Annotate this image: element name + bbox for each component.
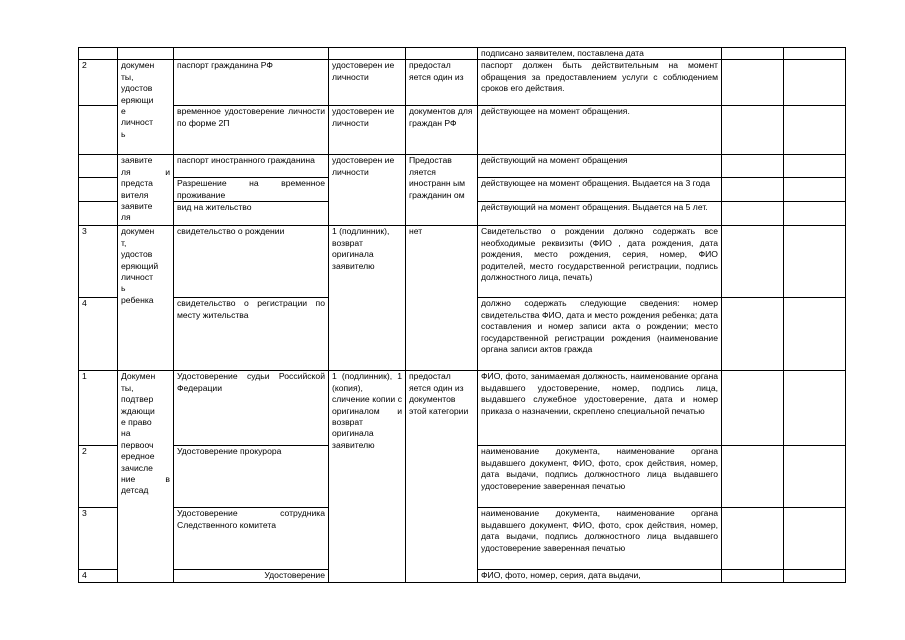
cell-number <box>79 202 118 226</box>
cell-requirements: подписано заявителем, поставлена дата <box>478 48 722 60</box>
category-line: докумен <box>121 226 155 237</box>
cell-empty <box>784 371 846 446</box>
cell-submission-condition: документов для граждан РФ <box>406 106 478 155</box>
cell-document-name: паспорт иностранного гражданина <box>174 155 329 178</box>
cell-number: 4 <box>79 298 118 371</box>
cell-document-name: Удостоверение <box>174 570 329 582</box>
category-line: ь <box>121 128 126 139</box>
cell-category <box>118 60 174 155</box>
cell-document-type: удостоверен ие личности <box>329 106 406 155</box>
cell-number: 2 <box>79 446 118 508</box>
cell-document-name: Удостоверение прокурора <box>174 446 329 508</box>
cell-requirements: паспорт должен быть действительным на момент обращения за предоставлением услуги с соблюдением сроков его действия. <box>478 60 722 106</box>
cell-number <box>79 106 118 155</box>
cell-empty <box>722 570 784 582</box>
cell-category <box>118 371 174 582</box>
cell-empty <box>784 202 846 226</box>
cell-requirements: ФИО, фото, номер, серия, дата выдачи, <box>478 570 722 582</box>
cell-requirements: действующее на момент обращения. Выдается на 3 года <box>478 178 722 202</box>
category-line: ребенка <box>121 294 154 305</box>
category-line: детсад <box>121 485 149 496</box>
cell-empty <box>722 178 784 202</box>
cell-document-type: удостоверен ие личности <box>329 155 406 226</box>
cell-number: 3 <box>79 508 118 570</box>
category-line: подтвер <box>121 394 154 405</box>
category-line: еряющий <box>121 260 159 271</box>
cell-category <box>118 48 174 60</box>
cell-document-type: 1 (подлинник), 1 (копия), сличение копии с оригиналом и возврат оригинала заявителю <box>329 371 406 582</box>
cell-empty <box>722 508 784 570</box>
cell-empty <box>722 202 784 226</box>
requirements-table <box>78 47 846 583</box>
cell-number <box>79 48 118 60</box>
category-line: удостов <box>121 249 153 260</box>
cell-empty <box>784 178 846 202</box>
cell-requirements: действующий на момент обращения. Выдается на 5 лет. <box>478 202 722 226</box>
cell-empty <box>722 48 784 60</box>
cell-submission-condition <box>406 48 478 60</box>
cell-submission-condition: Предостав ляется иностранн ым гражданин ом <box>406 155 478 226</box>
cell-empty <box>784 570 846 582</box>
category-line: еряющи <box>121 94 154 105</box>
cell-empty <box>784 60 846 106</box>
cell-requirements: должно содержать следующие сведения: номер свидетельства ФИО, дата и место рождения ребенка; дата составления и номер записи акта о рождении; место государственной регистрации рождения (наименование органа записи актов гражда <box>478 298 722 371</box>
table-row <box>79 106 846 155</box>
cell-number: 1 <box>79 371 118 446</box>
cell-requirements: наименование документа, наименование органа выдавшего документ, ФИО, фото, срок действия, номер, дата выдачи, подпись должностного лица выдавшего удостоверение заверенная печатью <box>478 508 722 570</box>
category-line: предста <box>121 178 153 189</box>
category-line: на <box>121 428 131 439</box>
cell-empty <box>722 371 784 446</box>
category-line: вителя <box>121 189 149 200</box>
cell-empty <box>784 298 846 371</box>
cell-requirements: действующий на момент обращения <box>478 155 722 178</box>
cell-empty <box>722 60 784 106</box>
cell-empty <box>722 106 784 155</box>
cell-number: 2 <box>79 60 118 106</box>
category-line: ждающи <box>121 405 155 416</box>
cell-submission-condition: предостал яется один из документов этой категории <box>406 371 478 582</box>
cell-empty <box>722 298 784 371</box>
cell-document-name: Удостоверение сотрудника Следственного комитета <box>174 508 329 570</box>
cell-empty <box>722 226 784 298</box>
cell-document-name <box>174 48 329 60</box>
cell-requirements: ФИО, фото, занимаемая должность, наименование органа выдавшего удостоверение, номер, подпись лица, выдавшего служебное удостоверение, дата и номер приказа о назначении, скреплено специальной печатью <box>478 371 722 446</box>
cell-empty <box>784 226 846 298</box>
cell-empty <box>784 508 846 570</box>
category-line: ля <box>121 212 131 223</box>
cell-category <box>118 155 174 226</box>
cell-number <box>79 178 118 202</box>
table-row <box>79 48 846 60</box>
category-line: Докумен <box>121 371 156 382</box>
cell-empty <box>722 155 784 178</box>
cell-empty <box>722 446 784 508</box>
cell-document-name: временное удостоверение личности по форме 2П <box>174 106 329 155</box>
cell-empty <box>784 446 846 508</box>
cell-document-name: свидетельство о регистрации по месту жительства <box>174 298 329 371</box>
cell-document-type <box>329 48 406 60</box>
category-line: е <box>121 106 126 117</box>
cell-empty <box>784 106 846 155</box>
category-line: ты, <box>121 71 134 82</box>
category-line: заявите <box>121 201 153 212</box>
cell-category <box>118 226 174 371</box>
category-line: заявите <box>121 155 153 166</box>
table-row <box>79 371 846 446</box>
cell-number: 4 <box>79 570 118 582</box>
cell-empty <box>784 155 846 178</box>
cell-document-name: паспорт гражданина РФ <box>174 60 329 106</box>
cell-submission-condition: нет <box>406 226 478 371</box>
cell-number: 3 <box>79 226 118 298</box>
category-line: ь <box>121 283 126 294</box>
category-line: личност <box>121 117 154 128</box>
category-line: ля и <box>121 166 170 177</box>
cell-requirements: Свидетельство о рождении должно содержать все необходимые реквизиты (ФИО , дата рождения, дата рождения, место рождения, серия, номер, ФИО родителей, место государственной регистрации, подпись должностного лица, печать) <box>478 226 722 298</box>
category-line: т, <box>121 237 127 248</box>
cell-requirements: наименование документа, наименование органа выдавшего документ, ФИО, фото, срок действия, номер, дата выдачи, подпись должностного лица выдавшего удостоверение заверенная печатью <box>478 446 722 508</box>
table-row <box>79 60 846 106</box>
cell-document-name: вид на жительство <box>174 202 329 226</box>
cell-document-type: удостоверен ие личности <box>329 60 406 106</box>
cell-empty <box>784 48 846 60</box>
table-row <box>79 226 846 298</box>
category-line: удостов <box>121 83 153 94</box>
category-line: ние в <box>121 474 170 485</box>
cell-submission-condition: предостал яется один из <box>406 60 478 106</box>
category-line: ты, <box>121 382 134 393</box>
cell-number <box>79 155 118 178</box>
cell-document-name: Удостоверение судьи Российской Федерации <box>174 371 329 446</box>
category-line: докумен <box>121 60 155 71</box>
table-row <box>79 155 846 178</box>
category-line: первооч <box>121 439 154 450</box>
cell-document-name: Разрешение на временное проживание <box>174 178 329 202</box>
cell-document-name: свидетельство о рождении <box>174 226 329 298</box>
cell-requirements: действующее на момент обращения. <box>478 106 722 155</box>
category-line: ередное <box>121 451 155 462</box>
category-line: зачисле <box>121 462 153 473</box>
category-line: личност <box>121 272 154 283</box>
category-line: е право <box>121 417 152 428</box>
cell-document-type: 1 (подлинник), возврат оригинала заявителю <box>329 226 406 371</box>
